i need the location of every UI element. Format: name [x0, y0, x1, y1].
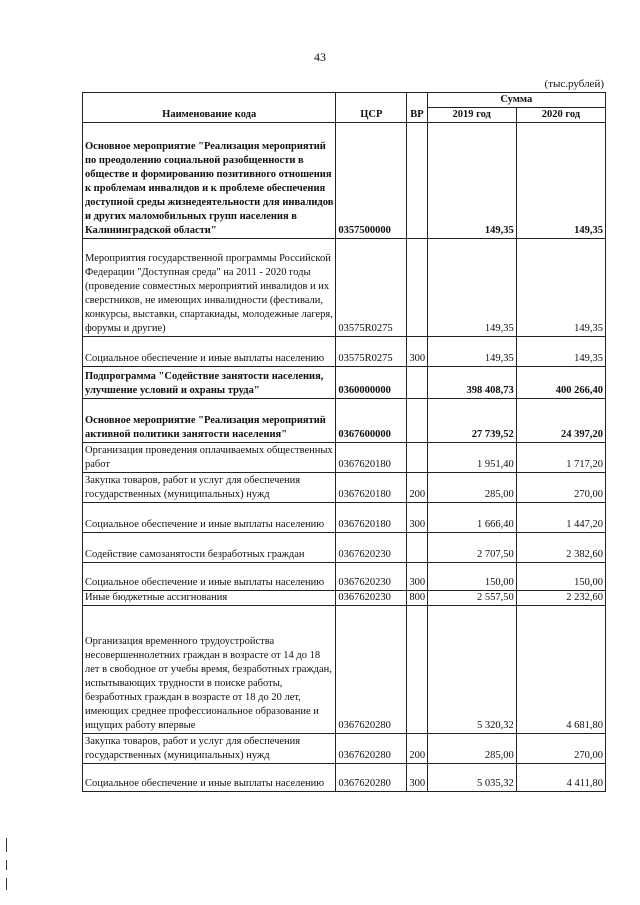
margin-marks: [6, 838, 9, 898]
row-vr: 300: [407, 764, 427, 792]
row-vr: [407, 239, 427, 337]
table-row: [83, 473, 606, 503]
table-row: [83, 123, 606, 239]
row-name: Социальное обеспечение и иные выплаты населению: [83, 337, 336, 367]
row-2020: 150,00: [516, 563, 605, 591]
header-2020: 2020 год: [516, 108, 605, 123]
row-vr: [407, 399, 427, 443]
row-2020: 4 411,80: [516, 764, 605, 792]
row-vr: 300: [407, 337, 427, 367]
table-row: [83, 399, 606, 443]
row-2019: 2 707,50: [427, 533, 516, 563]
row-2020: 1 447,20: [516, 503, 605, 533]
row-vr: [407, 443, 427, 473]
row-2020: 24 397,20: [516, 399, 605, 443]
row-name: Закупка товаров, работ и услуг для обеспечения государственных (муниципальных) нужд: [83, 473, 336, 503]
row-vr: [407, 123, 427, 239]
row-csr: 0367600000: [336, 399, 407, 443]
row-2020: 270,00: [516, 734, 605, 764]
row-name: Закупка товаров, работ и услуг для обеспечения государственных (муниципальных) нужд: [83, 734, 336, 764]
row-2019: 150,00: [427, 563, 516, 591]
row-2019: 27 739,52: [427, 399, 516, 443]
row-2020: 149,35: [516, 337, 605, 367]
row-vr: 300: [407, 503, 427, 533]
table-row: [83, 591, 606, 606]
row-csr: 0357500000: [336, 123, 407, 239]
row-name: Иные бюджетные ассигнования: [83, 591, 336, 606]
row-csr: 0367620180: [336, 443, 407, 473]
row-2019: 285,00: [427, 473, 516, 503]
row-name: Содействие самозанятости безработных граждан: [83, 533, 336, 563]
row-2019: 285,00: [427, 734, 516, 764]
header-vr: ВР: [407, 93, 427, 123]
table-row: [83, 503, 606, 533]
row-csr: 0367620280: [336, 734, 407, 764]
row-2019: 149,35: [427, 337, 516, 367]
row-vr: 300: [407, 563, 427, 591]
table-row: [83, 563, 606, 591]
table-row: [83, 764, 606, 792]
header-name: Наименование кода: [83, 93, 336, 123]
row-vr: [407, 533, 427, 563]
row-csr: 0367620230: [336, 533, 407, 563]
row-name: Основное мероприятие "Реализация мероприятий активной политики занятости населения": [83, 399, 336, 443]
row-vr: [407, 367, 427, 399]
row-2019: 1 666,40: [427, 503, 516, 533]
row-2019: 1 951,40: [427, 443, 516, 473]
budget-table: [82, 92, 606, 792]
row-2019: 398 408,73: [427, 367, 516, 399]
row-name: Организация проведения оплачиваемых общественных работ: [83, 443, 336, 473]
row-vr: 800: [407, 591, 427, 606]
row-2019: 5 320,32: [427, 606, 516, 734]
row-csr: 03575R0275: [336, 239, 407, 337]
table-row: [83, 606, 606, 734]
row-2019: 5 035,32: [427, 764, 516, 792]
table-row: [83, 533, 606, 563]
header-2019: 2019 год: [427, 108, 516, 123]
row-csr: 0367620230: [336, 591, 407, 606]
row-name: Основное мероприятие "Реализация мероприятий по преодолению социальной разобщенности в обществе и формированию позитивного отношения к проблемам инвалидов и к проблеме обеспечения доступной среды жизнедеятельности для инвалидов и других маломобильных групп населения в Калининградской области": [83, 123, 336, 239]
header-csr: ЦСР: [336, 93, 407, 123]
row-csr: 0360000000: [336, 367, 407, 399]
row-2020: 149,35: [516, 239, 605, 337]
row-vr: 200: [407, 734, 427, 764]
row-2020: 4 681,80: [516, 606, 605, 734]
row-csr: 03575R0275: [336, 337, 407, 367]
row-2019: 149,35: [427, 123, 516, 239]
row-2020: 270,00: [516, 473, 605, 503]
row-2020: 2 232,60: [516, 591, 605, 606]
page-number: 43: [314, 50, 326, 64]
row-csr: 0367620280: [336, 606, 407, 734]
table-row: [83, 239, 606, 337]
table-body: [83, 123, 606, 792]
row-2020: 149,35: [516, 123, 605, 239]
row-vr: 200: [407, 473, 427, 503]
row-2020: 400 266,40: [516, 367, 605, 399]
row-2019: 2 557,50: [427, 591, 516, 606]
row-csr: 0367620180: [336, 473, 407, 503]
table-row: [83, 337, 606, 367]
row-vr: [407, 606, 427, 734]
row-name: Социальное обеспечение и иные выплаты населению: [83, 503, 336, 533]
row-name: Мероприятия государственной программы Российской Федерации "Доступная среда" на 2011 - 2020 годы (проведение совместных мероприятий инвалидов и их сверстников, не имеющих инвалидности (фестивали, конкурсы, выставки, спартакиады, молодежные лагеря, форумы и другие): [83, 239, 336, 337]
row-csr: 0367620280: [336, 764, 407, 792]
units-label: (тыс.рублей): [544, 78, 604, 90]
row-name: Подпрограмма "Содействие занятости населения, улучшение условий и охраны труда": [83, 367, 336, 399]
row-csr: 0367620180: [336, 503, 407, 533]
row-2020: 2 382,60: [516, 533, 605, 563]
header-sum: Сумма: [427, 93, 605, 108]
table-row: [83, 367, 606, 399]
row-name: Социальное обеспечение и иные выплаты населению: [83, 563, 336, 591]
row-name: Социальное обеспечение и иные выплаты населению: [83, 764, 336, 792]
table-row: [83, 443, 606, 473]
row-2019: 149,35: [427, 239, 516, 337]
row-csr: 0367620230: [336, 563, 407, 591]
row-2020: 1 717,20: [516, 443, 605, 473]
table-row: [83, 734, 606, 764]
row-name: Организация временного трудоустройства несовершеннолетних граждан в возрасте от 14 до 18 лет в свободное от учебы время, безработных граждан, испытывающих трудности в поиске работы, безработных граждан в возрасте от 18 до 20 лет, имеющих среднее профессиональное образование и ищущих работу впервые: [83, 606, 336, 734]
